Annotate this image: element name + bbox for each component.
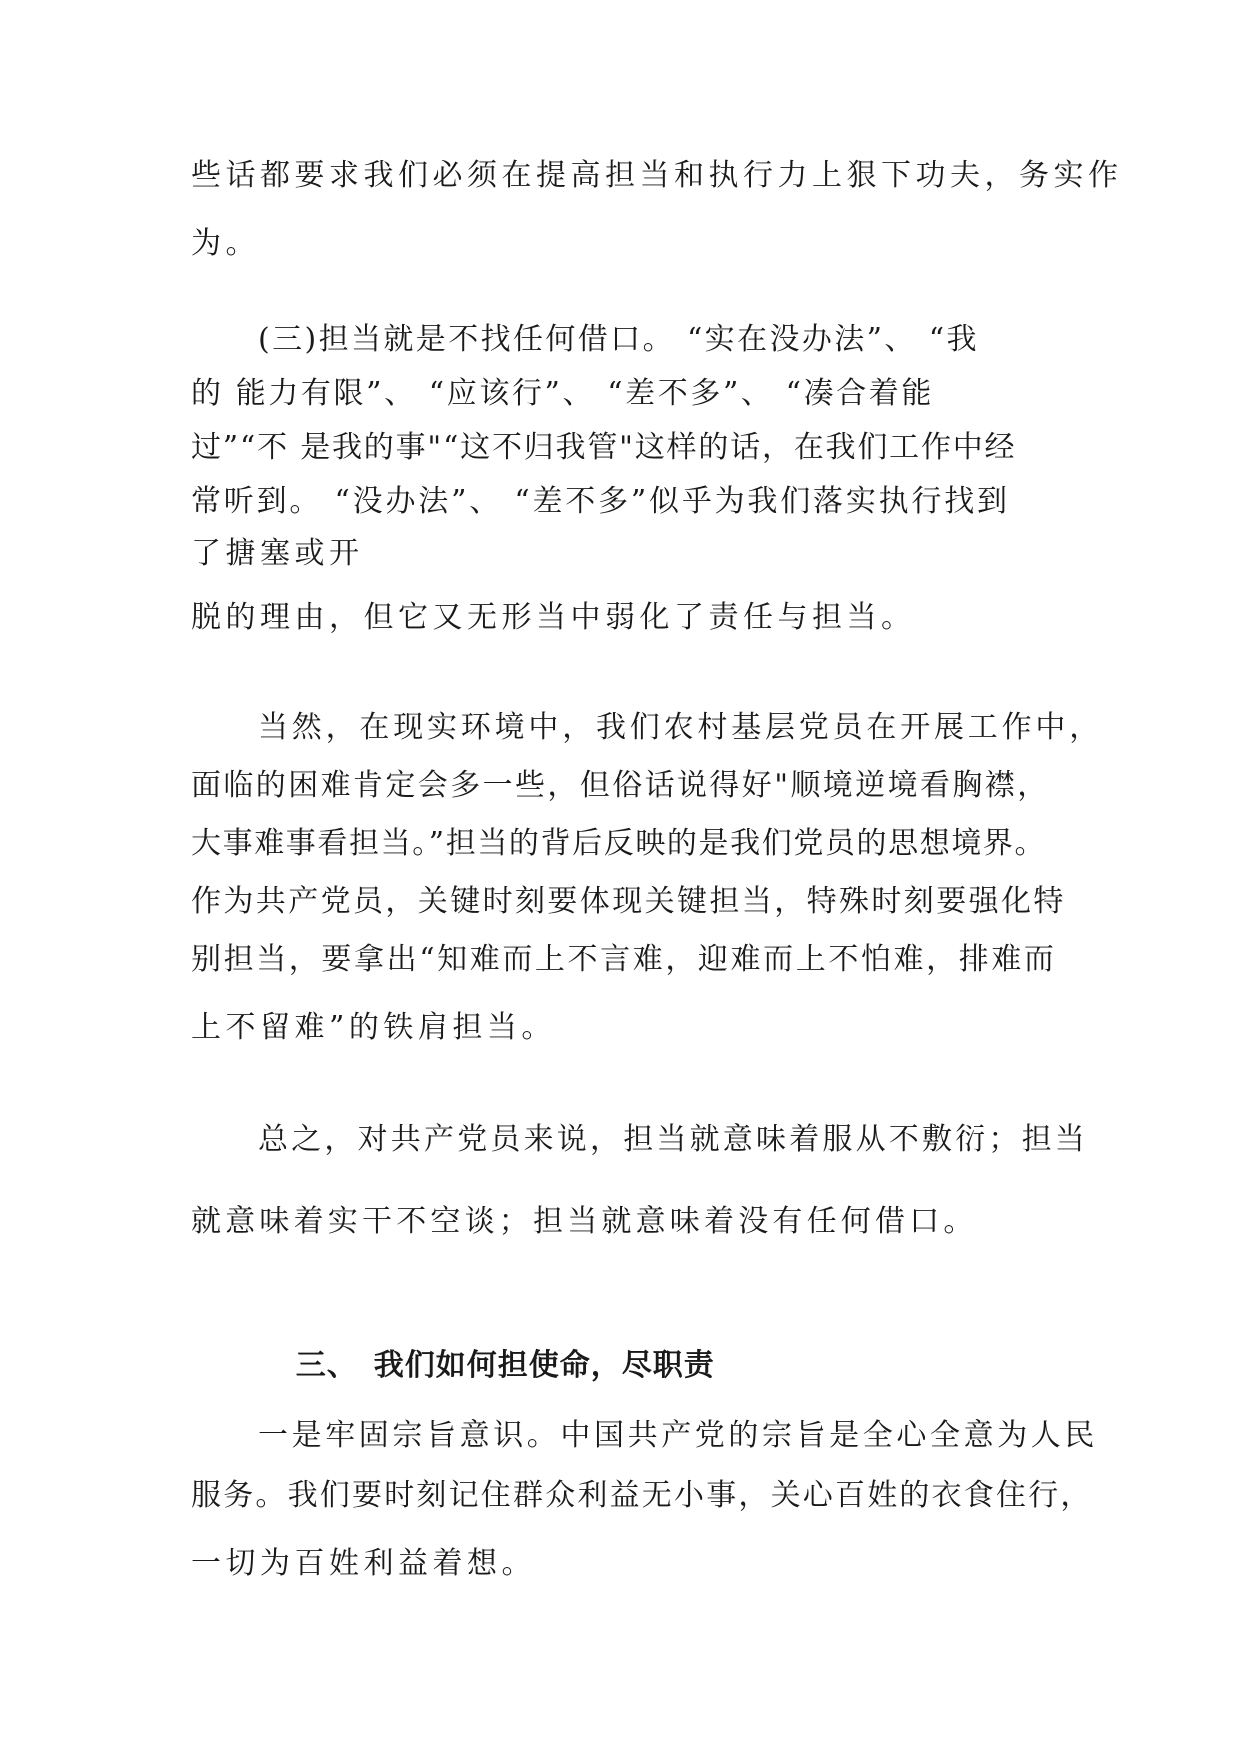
text-line: 了搪塞或开 (191, 536, 364, 571)
text-line: 总之，对共产党员来说，担当就意味着服从不敷衍；担当 (258, 1122, 1088, 1157)
text-line: 常听到。 “没办法”、 “差不多”似乎为我们落实执行找到 (191, 484, 1010, 519)
text-line: 当然，在现实环境中，我们农村基层党员在开展工作中， (258, 710, 1103, 745)
section-number: 三、 (295, 1348, 358, 1383)
text-line: 一切为百姓利益着想。 (191, 1546, 536, 1581)
text-line: 脱的理由，但它又无形当中弱化了责任与担当。 (191, 600, 916, 635)
text-line: 面临的困难肯定会多一些，但俗话说得好"顺境逆境看胸襟， (191, 768, 1050, 803)
text-line: 过”“不 是我的事"“这不归我管"这样的话，在我们工作中经 (191, 430, 1017, 465)
text-line: 些话都要求我们必须在提高担当和执行力上狠下功夫，务实作 (191, 158, 1123, 193)
text-line: 作为共产党员，关键时刻要体现关键担当，特殊时刻要强化特 (191, 884, 1066, 919)
section-title: 我们如何担使命，尽职责 (373, 1348, 715, 1383)
text-line: 的 能力有限”、 “应该行”、 “差不多”、 “凑合着能 (191, 376, 934, 411)
text-line: 大事难事看担当。”担当的背后反映的是我们党员的思想境界。 (191, 826, 1047, 861)
text-line: 一是牢固宗旨意识。中国共产党的宗旨是全心全意为人民 (258, 1418, 1098, 1453)
text-line: 别担当，要拿出“知难而上不言难，迎难而上不怕难，排难而 (191, 942, 1057, 977)
text-line: 上不留难”的铁肩担当。 (191, 1010, 556, 1045)
text-line: (三)担当就是不找任何借口。 “实在没办法”、 “我 (258, 322, 979, 357)
text-line: 就意味着实干不空谈；担当就意味着没有任何借口。 (191, 1204, 978, 1239)
text-line: 服务。我们要时刻记住群众利益无小事，关心百姓的衣食住行， (191, 1478, 1093, 1513)
section-heading (250, 1312, 715, 1420)
text-line: 为。 (191, 226, 260, 261)
